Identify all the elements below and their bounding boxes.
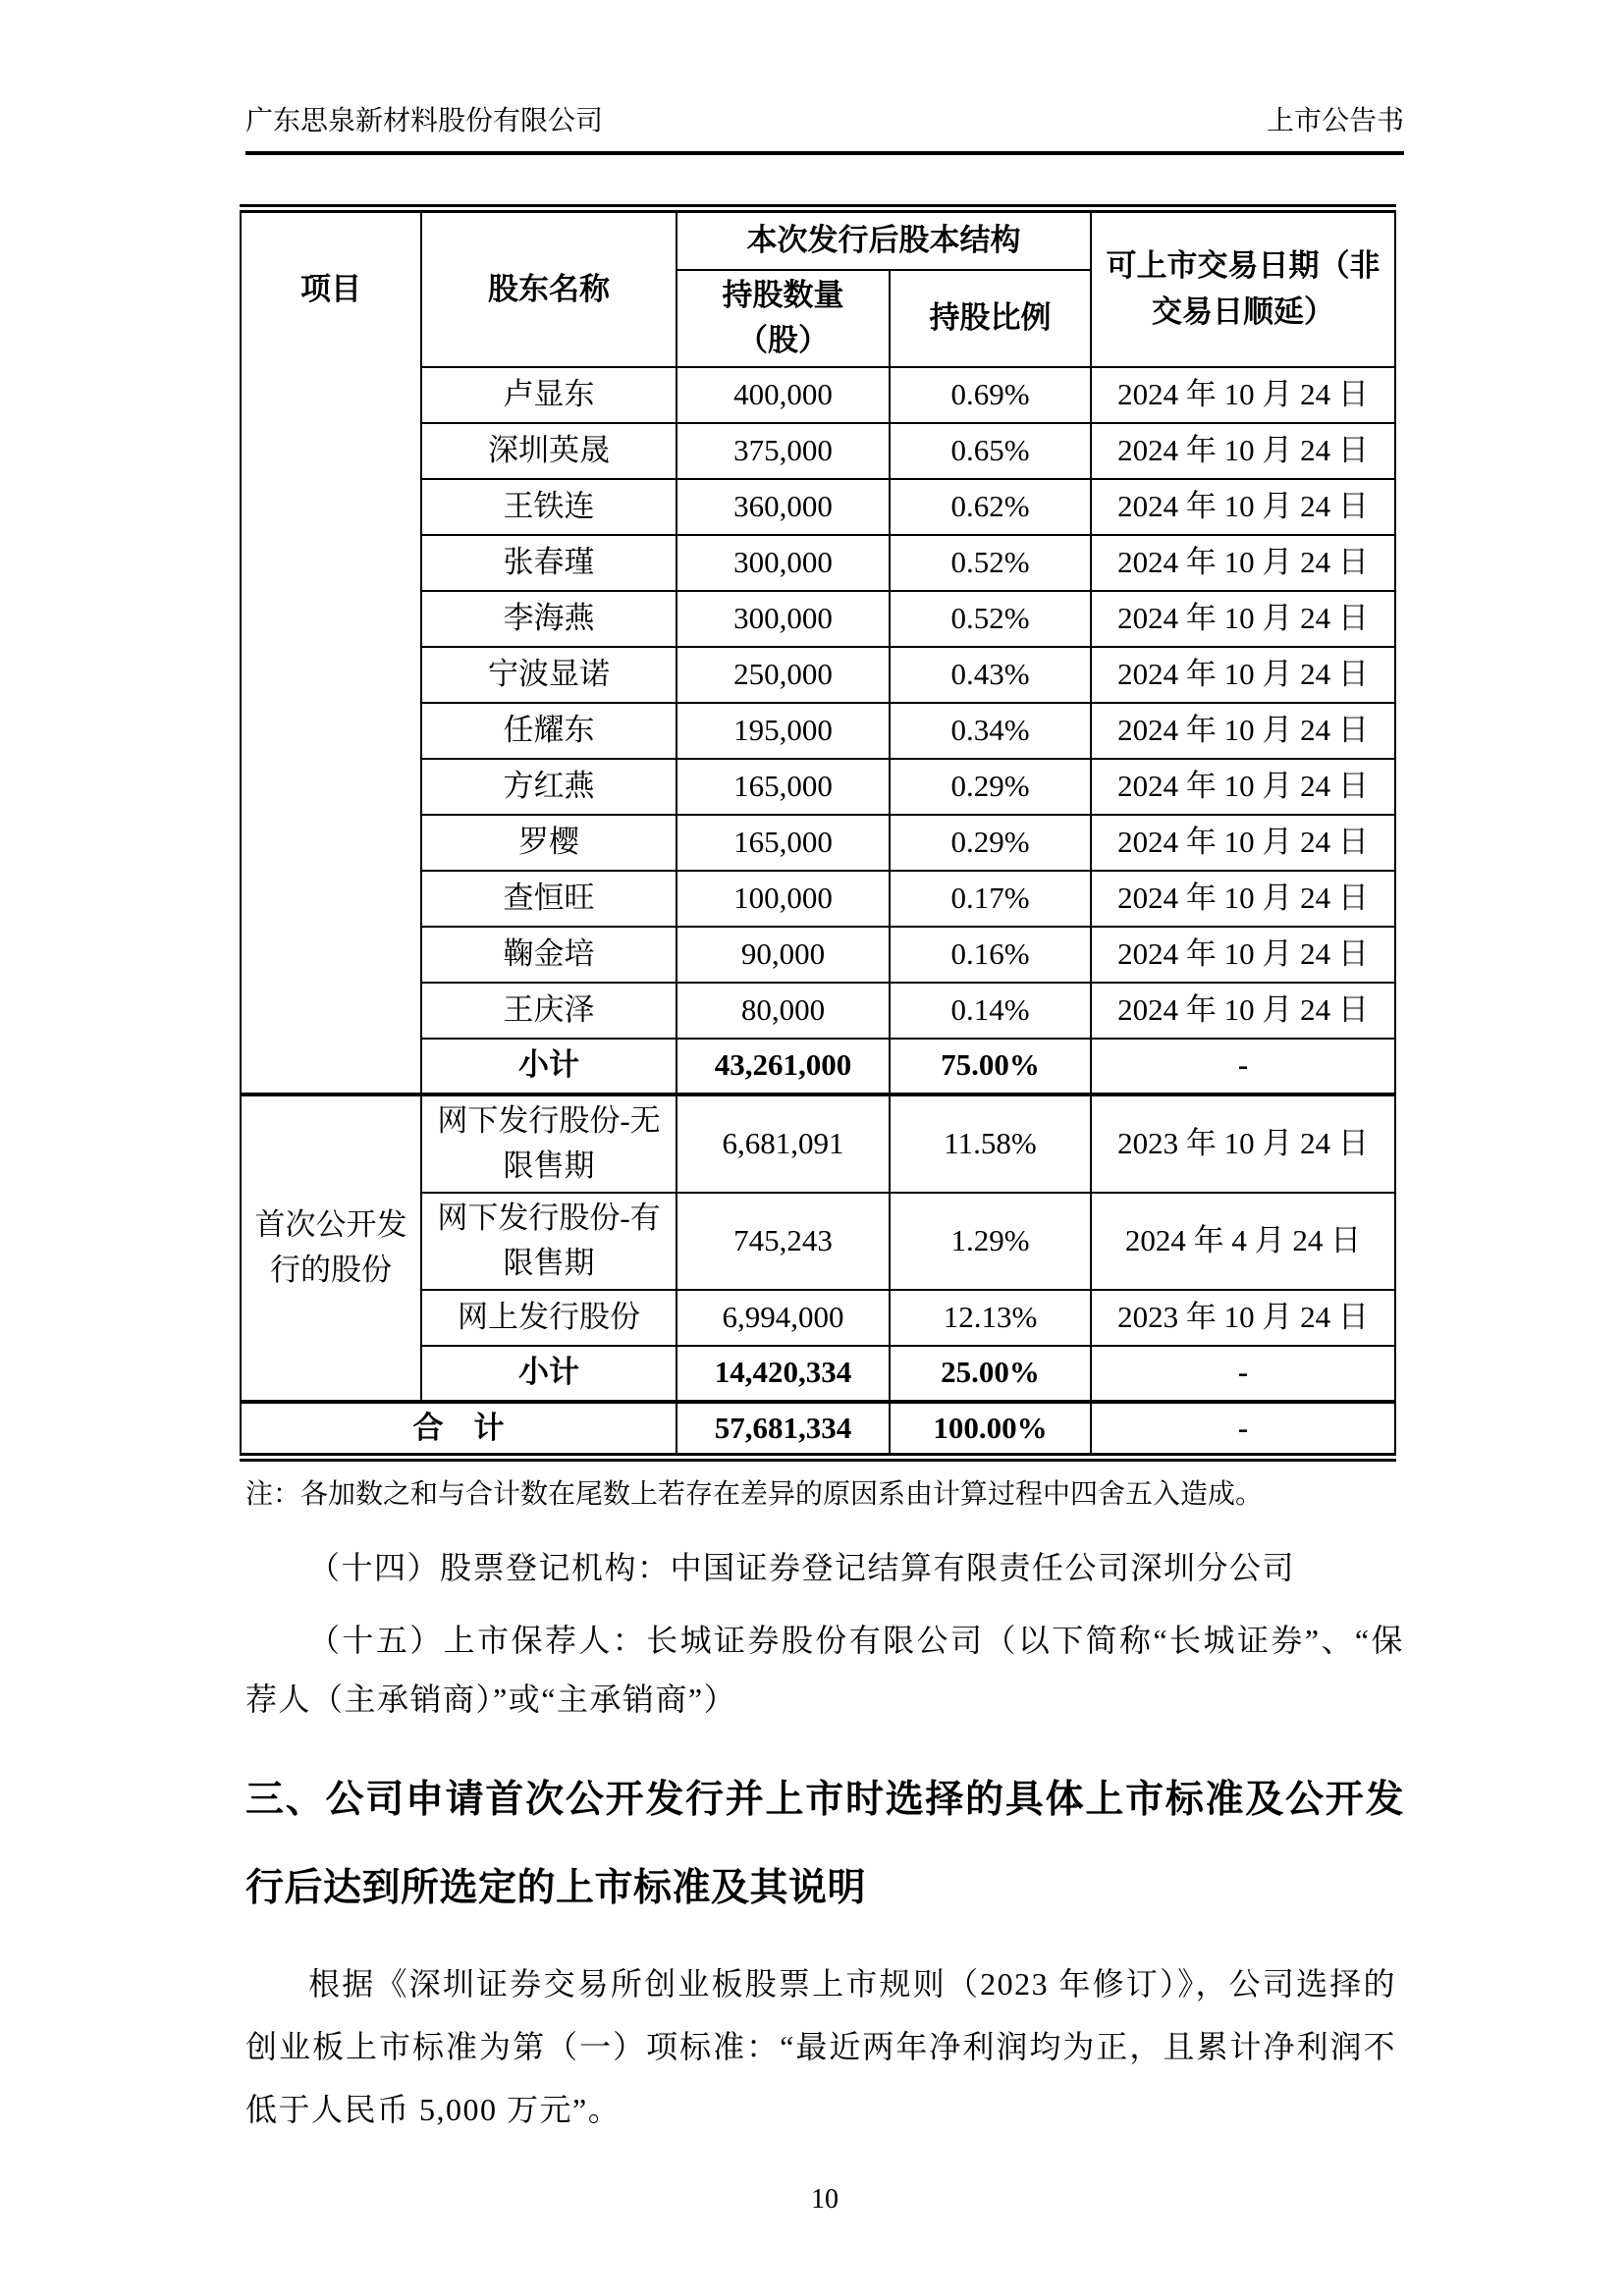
ratio-cell: 0.29% [890,815,1091,871]
date-cell: 2024 年 10 月 24 日 [1091,703,1395,759]
qty-cell: 100,000 [677,871,890,927]
shareholder-name-cell: 任耀东 [421,703,677,759]
qty-cell: 375,000 [677,423,890,479]
shareholder-name-cell: 网下发行股份-有限售期 [421,1193,677,1290]
ratio-cell: 1.29% [890,1193,1091,1290]
shareholder-name-cell: 李海燕 [421,591,677,647]
date-cell: 2024 年 10 月 24 日 [1091,759,1395,815]
ratio-cell: 0.17% [890,871,1091,927]
total-row [241,1402,1395,1458]
shareholder-name-cell: 深圳英晟 [421,423,677,479]
page-number: 10 [811,2184,839,2215]
running-header [245,102,1404,141]
total-label-cell: 合 计 [241,1402,677,1458]
date-cell: 2024 年 10 月 24 日 [1091,647,1395,703]
col-header-trade-date: 可上市交易日期（非交易日顺延） [1091,209,1395,367]
subtotal-label-cell: 小计 [421,1039,677,1095]
col-header-qty-line2: （股） [737,323,829,357]
qty-cell: 165,000 [677,759,890,815]
qty-cell: 360,000 [677,479,890,535]
ratio-cell: 0.29% [890,759,1091,815]
item-group-label-cell: 首次公开发行的股份 [241,1095,421,1402]
table-row [241,367,1395,423]
shareholder-name-cell: 查恒旺 [421,871,677,927]
subtotal-label-cell: 小计 [421,1346,677,1402]
ratio-cell: 12.13% [890,1290,1091,1346]
ratio-cell: 0.65% [890,423,1091,479]
date-cell: 2024 年 4 月 24 日 [1091,1193,1395,1290]
table-header-row-1 [241,209,1395,270]
date-cell: 2024 年 10 月 24 日 [1091,815,1395,871]
share-structure-table [240,204,1396,1462]
subtotal-date-cell: - [1091,1346,1395,1402]
qty-cell: 165,000 [677,815,890,871]
date-cell: 2024 年 10 月 24 日 [1091,535,1395,591]
ratio-cell: 0.16% [890,927,1091,983]
ratio-cell: 0.14% [890,983,1091,1039]
ratio-cell: 0.69% [890,367,1091,423]
shareholder-name-cell: 网下发行股份-无限售期 [421,1095,677,1193]
qty-cell: 80,000 [677,983,890,1039]
total-date-cell: - [1091,1402,1395,1458]
qty-cell: 195,000 [677,703,890,759]
date-cell: 2024 年 10 月 24 日 [1091,983,1395,1039]
date-cell: 2024 年 10 月 24 日 [1091,423,1395,479]
col-header-item: 项目 [241,209,421,367]
date-cell: 2024 年 10 月 24 日 [1091,871,1395,927]
item-group-empty-cell [241,367,421,1095]
shareholder-name-cell: 方红燕 [421,759,677,815]
header-divider [245,151,1404,155]
shareholder-name-cell: 罗樱 [421,815,677,871]
shareholder-name-cell: 宁波显诺 [421,647,677,703]
qty-cell: 6,681,091 [677,1095,890,1193]
date-cell: 2024 年 10 月 24 日 [1091,479,1395,535]
subtotal-qty-cell: 43,261,000 [677,1039,890,1095]
shareholder-name-cell: 卢显东 [421,367,677,423]
total-qty-cell: 57,681,334 [677,1402,890,1458]
ratio-cell: 0.52% [890,591,1091,647]
ratio-cell: 0.43% [890,647,1091,703]
date-cell: 2023 年 10 月 24 日 [1091,1290,1395,1346]
qty-cell: 400,000 [677,367,890,423]
subtotal-qty-cell: 14,420,334 [677,1346,890,1402]
col-header-post-issue-structure: 本次发行后股本结构 [677,209,1091,270]
col-header-qty [677,270,890,367]
table-row [241,1095,1395,1193]
qty-cell: 6,994,000 [677,1290,890,1346]
total-ratio-cell: 100.00% [890,1402,1091,1458]
section-heading: 三、公司申请首次公开发行并上市时选择的具体上市标准及公开发行后达到所选定的上市标准及其说明 [245,1779,1404,1909]
ratio-cell: 11.58% [890,1095,1091,1193]
shareholder-name-cell: 网上发行股份 [421,1290,677,1346]
ratio-cell: 0.62% [890,479,1091,535]
subtotal-ratio-cell: 25.00% [890,1346,1091,1402]
date-cell: 2024 年 10 月 24 日 [1091,927,1395,983]
header-doc-title: 上市公告书 [1266,106,1404,136]
shareholder-name-cell: 王铁连 [421,479,677,535]
col-header-ratio: 持股比例 [890,270,1091,367]
col-header-shareholder: 股东名称 [421,209,677,367]
header-company-name: 广东思泉新材料股份有限公司 [245,106,604,136]
col-header-qty-line1: 持股数量 [722,277,844,312]
qty-cell: 300,000 [677,535,890,591]
shareholder-name-cell: 张春瑾 [421,535,677,591]
qty-cell: 745,243 [677,1193,890,1290]
date-cell: 2024 年 10 月 24 日 [1091,367,1395,423]
ratio-cell: 0.34% [890,703,1091,759]
subtotal-ratio-cell: 75.00% [890,1039,1091,1095]
date-cell: 2023 年 10 月 24 日 [1091,1095,1395,1193]
item-15-paragraph: （十五）上市保荐人：长城证券股份有限公司（以下简称“长城证券”、“保荐人（主承销商）”或“主承销商”） [245,1623,1404,1717]
table-note: 注：各加数之和与合计数在尾数上若存在差异的原因系由计算过程中四舍五入造成。 [245,1479,1264,1510]
qty-cell: 90,000 [677,927,890,983]
date-cell: 2024 年 10 月 24 日 [1091,591,1395,647]
shareholder-name-cell: 鞠金培 [421,927,677,983]
shareholder-name-cell: 王庆泽 [421,983,677,1039]
qty-cell: 300,000 [677,591,890,647]
qty-cell: 250,000 [677,647,890,703]
item-14-paragraph: （十四）股票登记机构：中国证券登记结算有限责任公司深圳分公司 [308,1550,1296,1585]
ratio-cell: 0.52% [890,535,1091,591]
subtotal-date-cell: - [1091,1039,1395,1095]
listing-standard-paragraph: 根据《深圳证券交易所创业板股票上市规则（2023 年修订）》，公司选择的创业板上市标准为第（一）项标准：“最近两年净利润均为正，且累计净利润不低于人民币 5,000 万元”。 [245,1966,1396,2127]
